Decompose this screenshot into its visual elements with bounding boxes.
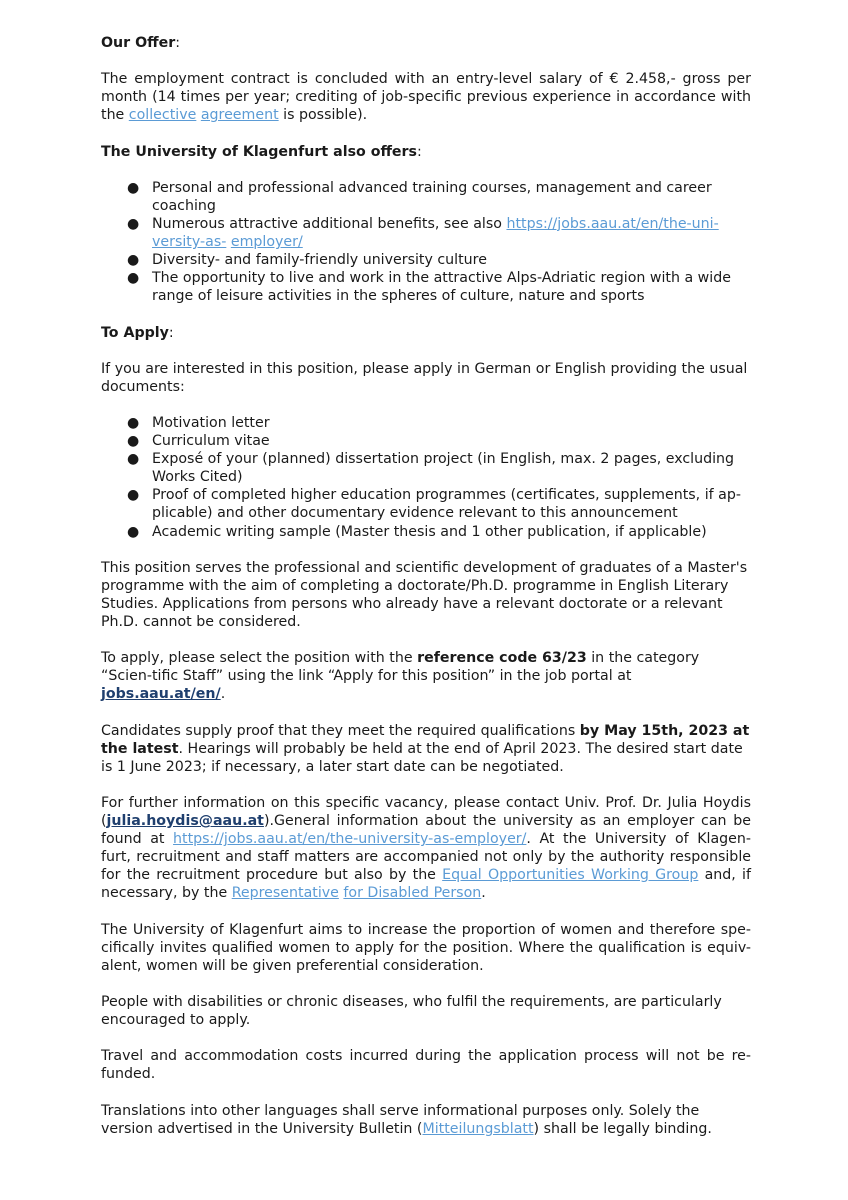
deadline-paragraph: Candidates supply proof that they meet the required qualifications by May 15th, 2023 at the latest. Hearings will probably be held at the end of April 2023. The desired start date is 1 June 2023; if necessary, a later start date can be negotiated. bbox=[101, 722, 750, 775]
bullet-icon: ● bbox=[127, 487, 140, 504]
bullet-icon: ● bbox=[127, 451, 140, 468]
bullet-icon: ● bbox=[127, 215, 140, 232]
how-to-apply-paragraph: To apply, please select the position with the reference code 63/23 in the category “Scien-tific Staff” using the link “Apply for this position” in the job portal at jobs.aau.at/en/. bbox=[101, 650, 700, 703]
list-item: ● Proof of completed higher education programmes (certificates, supplements, if ap-plicable) and other documentary evidence relevant to this announcement bbox=[127, 487, 741, 522]
disabled-person-link[interactable]: for Disabled Person bbox=[343, 885, 482, 902]
list-item: ● Diversity- and family-friendly university culture bbox=[127, 252, 487, 269]
documents-list bbox=[101, 414, 751, 541]
travel-paragraph: Travel and accommodation costs incurred during the application process will not be re-funded. bbox=[101, 1048, 751, 1083]
employer-benefits-link-2[interactable]: employer/ bbox=[230, 234, 303, 251]
benefits-list bbox=[101, 179, 751, 306]
offer-heading: Our Offer: bbox=[101, 35, 181, 51]
list-item: ● Personal and professional advanced training courses, management and career coaching bbox=[127, 179, 712, 214]
collective-agreement-link-2[interactable]: agreement bbox=[200, 107, 279, 124]
bullet-icon: ● bbox=[127, 270, 140, 287]
list-item: ● Exposé of your (planned) dissertation project (in English, max. 2 pages, excluding Works Cited) bbox=[127, 451, 735, 486]
apply-heading: To Apply: bbox=[101, 324, 174, 341]
reference-code: reference code 63/23 bbox=[417, 650, 587, 667]
university-offers-heading: The University of Klagenfurt also offers: bbox=[101, 143, 422, 160]
employer-benefits-link-1[interactable]: https://jobs.aau.at/en/the-uni-versity-as- bbox=[152, 215, 719, 251]
contact-paragraph: For further information on this specific vacancy, please contact Univ. Prof. Dr. Julia Hoydis (julia.hoydis@aau.at).General information about the university as an employer can be found at https://jobs.aau.at/en/the-university-as-employer/. At the University of Klagen-furt, recruitment and staff matters are accompanied not only by the authority responsible for the recruitment procedure but also by the Equal Opportunities Working Group and, if necessary, by the Representative for Disabled Person. bbox=[101, 794, 752, 902]
representative-link[interactable]: Representative bbox=[231, 885, 339, 902]
bullet-icon: ● bbox=[127, 252, 140, 269]
collective-agreement-link-1[interactable]: collective bbox=[128, 107, 197, 124]
list-item: ● Curriculum vitae bbox=[127, 433, 270, 450]
offer-heading-text: Our Offer bbox=[101, 35, 176, 51]
list-item: ● The opportunity to live and work in the attractive Alps-Adriatic region with a wide range of leisure activities in the spheres of culture, nature and sports bbox=[127, 270, 731, 305]
contact-email-link[interactable]: julia.hoydis@aau.at bbox=[106, 813, 264, 830]
purpose-paragraph: This position serves the professional and scientific development of graduates of a Master's programme with the aim of completing a doctorate/Ph.D. programme in English Literary Studies. Applications from persons who already have a relevant doctorate or a relevant Ph.D. cannot be considered. bbox=[101, 559, 748, 630]
bullet-icon: ● bbox=[127, 433, 140, 450]
document-page bbox=[101, 34, 751, 1138]
translations-paragraph: Translations into other languages shall serve informational purposes only. Solely the version advertised in the University Bulletin (Mitteilungsblatt) shall be legally binding. bbox=[101, 1102, 712, 1137]
list-item: ● Numerous attractive additional benefits, see also https://jobs.aau.at/en/the-uni-versity-as- employer/ bbox=[127, 215, 719, 251]
equal-opportunities-link[interactable]: Equal Opportunities Working Group bbox=[442, 867, 699, 884]
bullet-icon: ● bbox=[127, 179, 140, 196]
bullet-icon: ● bbox=[127, 414, 140, 431]
list-item: ● Motivation letter bbox=[127, 414, 270, 431]
employer-info-link[interactable]: https://jobs.aau.at/en/the-university-as-employer/ bbox=[173, 831, 527, 848]
disabilities-paragraph: People with disabilities or chronic diseases, who fulfil the requirements, are particularly encouraged to apply. bbox=[101, 993, 722, 1029]
apply-intro: If you are interested in this position, please apply in German or English providing the usual documents: bbox=[101, 360, 748, 395]
deadline-date: by May 15th, 2023 at the latest bbox=[101, 722, 750, 757]
bullet-icon: ● bbox=[127, 523, 140, 540]
offer-paragraph: The employment contract is concluded with an entry-level salary of € 2.458,- gross per month (14 times per year; crediting of job-specific previous experience in accordance with the collective agreement is possible). bbox=[101, 71, 751, 124]
job-portal-link[interactable]: jobs.aau.at/en/ bbox=[101, 686, 221, 703]
women-paragraph: The University of Klagenfurt aims to increase the proportion of women and therefore spe-cifically invites qualified women to apply for the position. Where the qualification is equiv-alent, women will be given preferential consideration. bbox=[101, 921, 751, 974]
mitteilungsblatt-link[interactable]: Mitteilungsblatt bbox=[422, 1120, 534, 1137]
list-item: ● Academic writing sample (Master thesis and 1 other publication, if applicable) bbox=[127, 523, 707, 540]
